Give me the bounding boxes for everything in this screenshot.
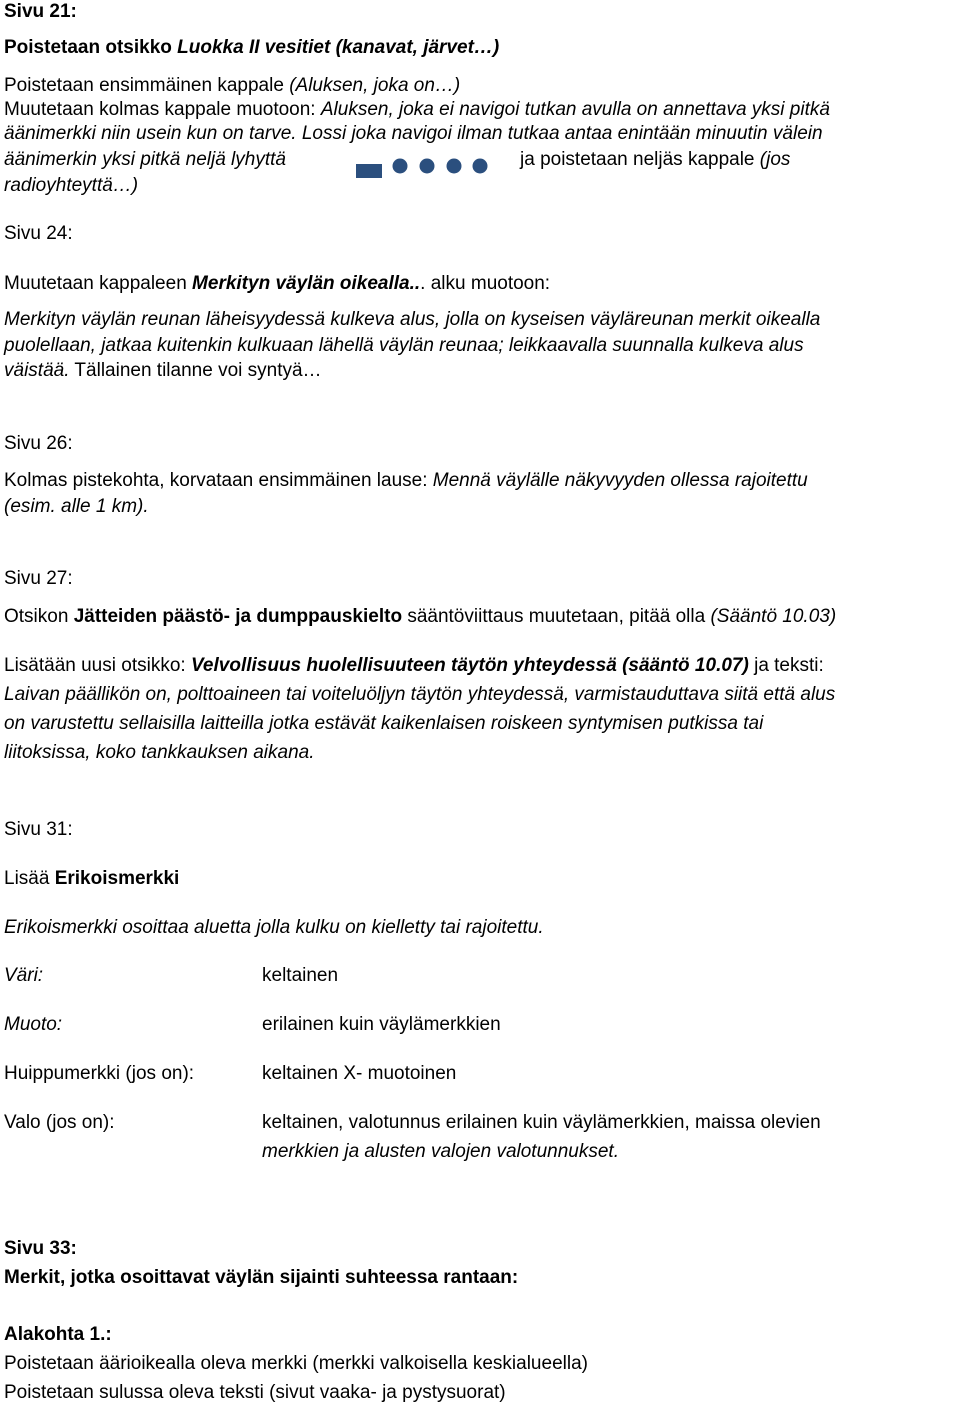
paragraph-line: puolellaan, jatkaa kuitenkin kulkuaan lähellä väylän reunaa; leikkaavalla suunnalla kulkeva alus <box>4 335 804 356</box>
text-run: Poistetaan otsikko <box>4 37 178 58</box>
heading-sivu-27: Sivu 27: <box>4 568 73 589</box>
property-label: Huippumerkki (jos on): <box>4 1063 195 1084</box>
long-blast-dash <box>356 164 382 178</box>
paragraph-line <box>520 148 790 172</box>
heading-sivu-24: Sivu 24: <box>4 223 73 244</box>
short-blast-dot <box>420 159 435 174</box>
paragraph-line: on varustettu sellaisilla laitteilla jotka estävät kaikenlaisen roiskeen syntymisen putkissa tai <box>4 713 764 734</box>
text-run: sääntöviittaus muutetaan, pitää olla <box>402 606 711 627</box>
paragraph-line: radioyhteyttä…) <box>4 175 139 196</box>
text-run: Otsikon <box>4 606 74 627</box>
paragraph-line <box>4 98 830 122</box>
paragraph-line: Laivan päällikön on, polttoaineen tai voiteluöljyn täytön yhteydessä, varmistauduttava siitä että alus <box>4 684 836 705</box>
text-run: väistää. <box>4 360 70 381</box>
paragraph-line: Merkityn väylän reunan läheisyydessä kulkeva alus, jolla on kyseisen väyläreunan merkit oikealla <box>4 309 821 330</box>
text-run: Jätteiden päästö- ja dumppauskielto <box>73 606 403 627</box>
sound-signal-icon <box>354 158 494 178</box>
subheading: Alakohta 1.: <box>4 1324 112 1345</box>
paragraph-line: äänimerkin yksi pitkä neljä lyhyttä <box>4 149 286 170</box>
paragraph-line <box>4 36 499 60</box>
heading-sivu-26: Sivu 26: <box>4 433 73 454</box>
short-blast-dot <box>393 159 408 174</box>
paragraph-line <box>4 867 179 891</box>
text-run: Aluksen, joka ei navigoi tutkan avulla on annettava yksi pitkä <box>320 99 830 120</box>
paragraph-line <box>4 272 550 296</box>
paragraph-line: Poistetaan sulussa oleva teksti (sivut vaaka- ja pystysuorat) <box>4 1382 506 1403</box>
text-run: Muutetaan kappaleen <box>4 273 193 294</box>
paragraph-line: Merkit, jotka osoittavat väylän sijainti suhteessa rantaan: <box>4 1267 519 1288</box>
text-run: . alku muotoon: <box>420 273 551 294</box>
text-run: Mennä väylälle näkyvyyden ollessa rajoitettu <box>432 470 808 491</box>
property-value: erilainen kuin väylämerkkien <box>262 1014 501 1035</box>
heading-sivu-31: Sivu 31: <box>4 819 73 840</box>
heading-sivu-21: Sivu 21: <box>4 1 77 22</box>
text-run: Erikoismerkki <box>54 868 180 889</box>
paragraph-line <box>4 74 460 98</box>
text-run: Lossi joka navigoi ilman tutkaa antaa enintään minuutin välein <box>296 123 823 144</box>
text-run: Luokka II vesitiet (kanavat, järvet…) <box>177 37 500 58</box>
heading-sivu-33: Sivu 33: <box>4 1238 77 1259</box>
text-run: äänimerkki niin usein kun on tarve. <box>4 123 297 144</box>
paragraph-line <box>4 122 823 146</box>
paragraph-line: Poistetaan äärioikealla oleva merkki (merkki valkoisella keskialueella) <box>4 1353 588 1374</box>
text-run: Kolmas pistekohta, korvataan ensimmäinen lause: <box>4 470 433 491</box>
property-value: keltainen, valotunnus erilainen kuin väylämerkkien, maissa olevien <box>262 1112 821 1133</box>
text-run: ja teksti: <box>748 655 824 676</box>
paragraph-line <box>4 654 824 678</box>
text-run: (Aluksen, joka on…) <box>289 75 461 96</box>
text-run: (Sääntö 10.03) <box>710 606 837 627</box>
short-blast-dot <box>447 159 462 174</box>
property-value: keltainen X- muotoinen <box>262 1063 457 1084</box>
paragraph-line: liitoksissa, koko tankkauksen aikana. <box>4 742 315 763</box>
text-run: Merkityn väylän oikealla.. <box>192 273 421 294</box>
text-run: Velvollisuus huolellisuuteen täytön yhteydessä (sääntö 10.07) <box>190 655 749 676</box>
text-run: Muutetaan kolmas kappale muotoon: <box>4 99 321 120</box>
property-label: Muoto: <box>4 1014 63 1035</box>
property-value: keltainen <box>262 965 339 986</box>
paragraph-line <box>4 605 836 629</box>
text-run: Tällainen tilanne voi syntyä… <box>69 360 322 381</box>
text-run: (jos <box>759 149 791 170</box>
paragraph-line <box>4 359 322 383</box>
paragraph-line <box>4 469 808 493</box>
property-value: merkkien ja alusten valojen valotunnukset. <box>262 1141 619 1162</box>
text-run: Lisää <box>4 868 55 889</box>
property-label: Valo (jos on): <box>4 1112 115 1133</box>
short-blast-dot <box>473 159 488 174</box>
paragraph-line: (esim. alle 1 km). <box>4 496 149 517</box>
text-run: ja poistetaan neljäs kappale <box>520 149 760 170</box>
text-run: Lisätään uusi otsikko: <box>4 655 191 676</box>
text-run: Poistetaan ensimmäinen kappale <box>4 75 290 96</box>
paragraph-line: Erikoismerkki osoittaa aluetta jolla kulku on kielletty tai rajoitettu. <box>4 917 544 938</box>
property-label: Väri: <box>4 965 44 986</box>
